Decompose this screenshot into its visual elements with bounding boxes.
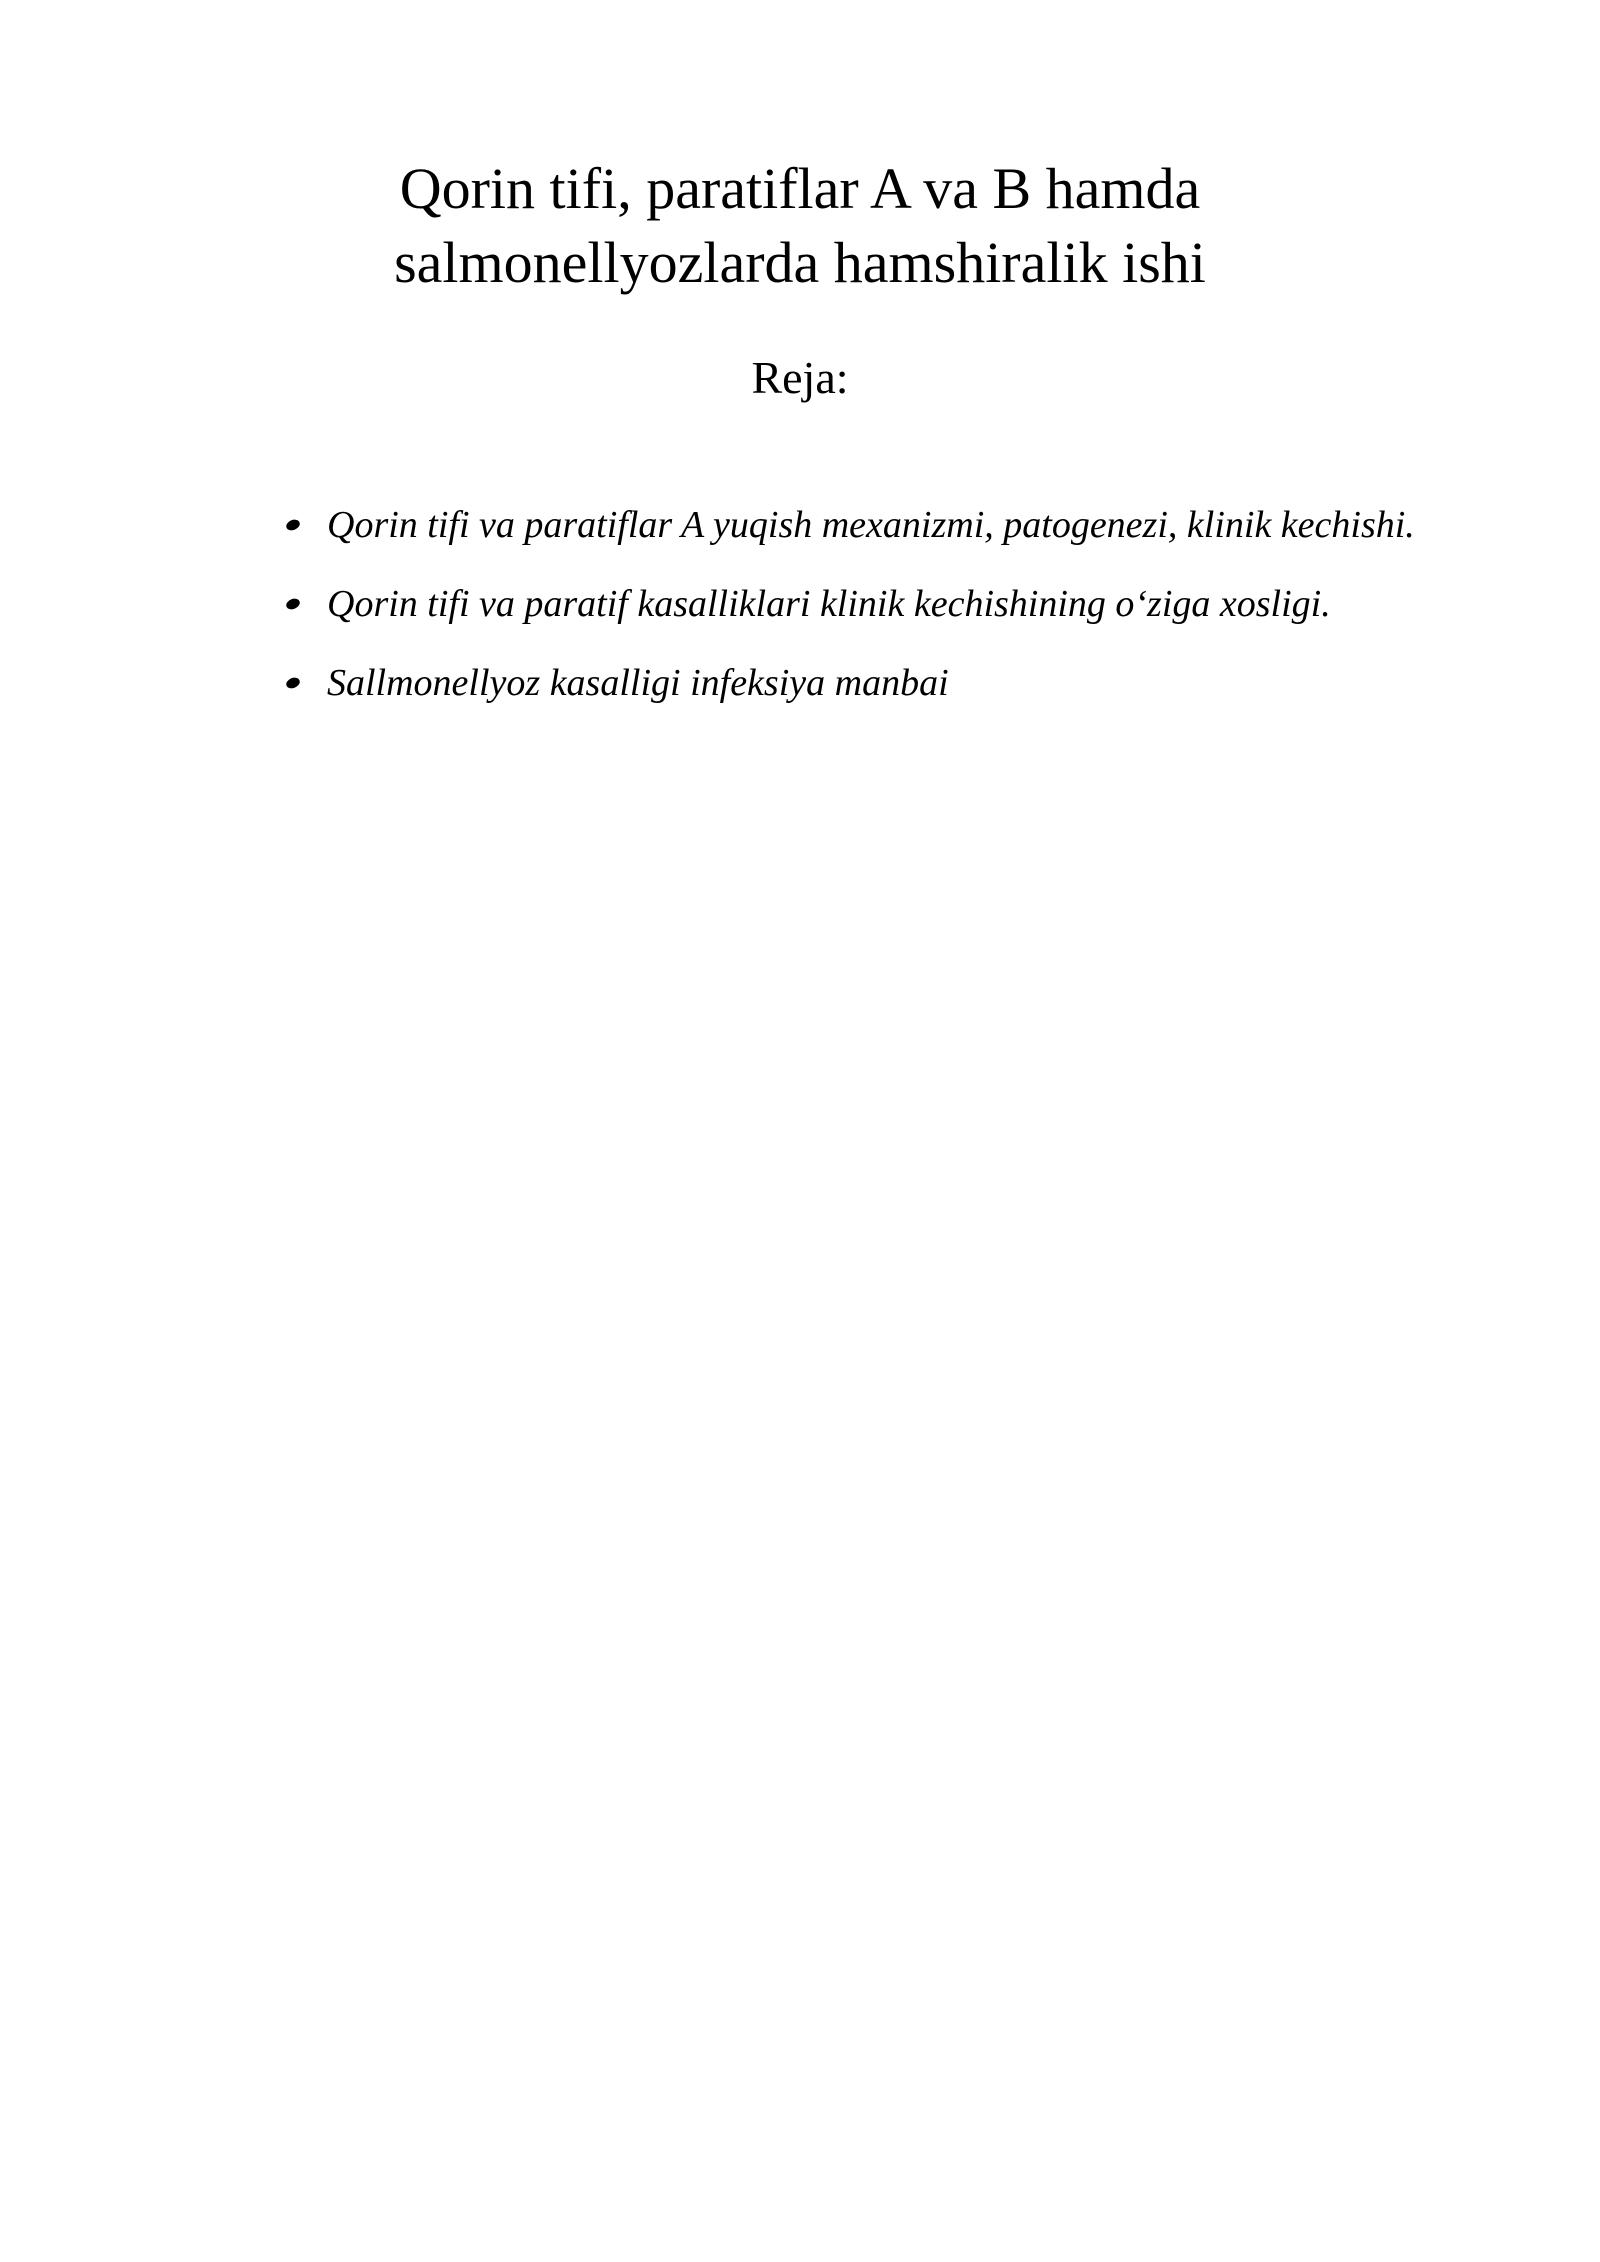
plan-item <box>282 488 1494 562</box>
plan-item <box>282 567 1494 641</box>
title-line-1: Qorin tifi, paratiflar A va B hamda <box>399 156 1201 221</box>
plan-heading: Reja: <box>751 352 849 403</box>
bullet-dot-icon <box>285 597 302 612</box>
bullet-dot-icon <box>285 518 302 533</box>
plan-list <box>282 488 1494 725</box>
plan-item <box>282 646 1494 720</box>
page-title <box>0 152 1600 300</box>
plan-item-text: Qorin tifi va paratif kasalliklari klinik kechishining o‘ziga xosligi. <box>327 583 1331 625</box>
title-line-2: salmonellyozlarda hamshiralik ishi <box>394 230 1206 295</box>
plan-item-text: Qorin tifi va paratiflar A yuqish mexanizmi, patogenezi, klinik kechishi. <box>327 504 1415 546</box>
plan-item-text: Sallmonellyoz kasalligi infeksiya manbai <box>327 662 949 704</box>
bullet-dot-icon <box>285 676 302 691</box>
